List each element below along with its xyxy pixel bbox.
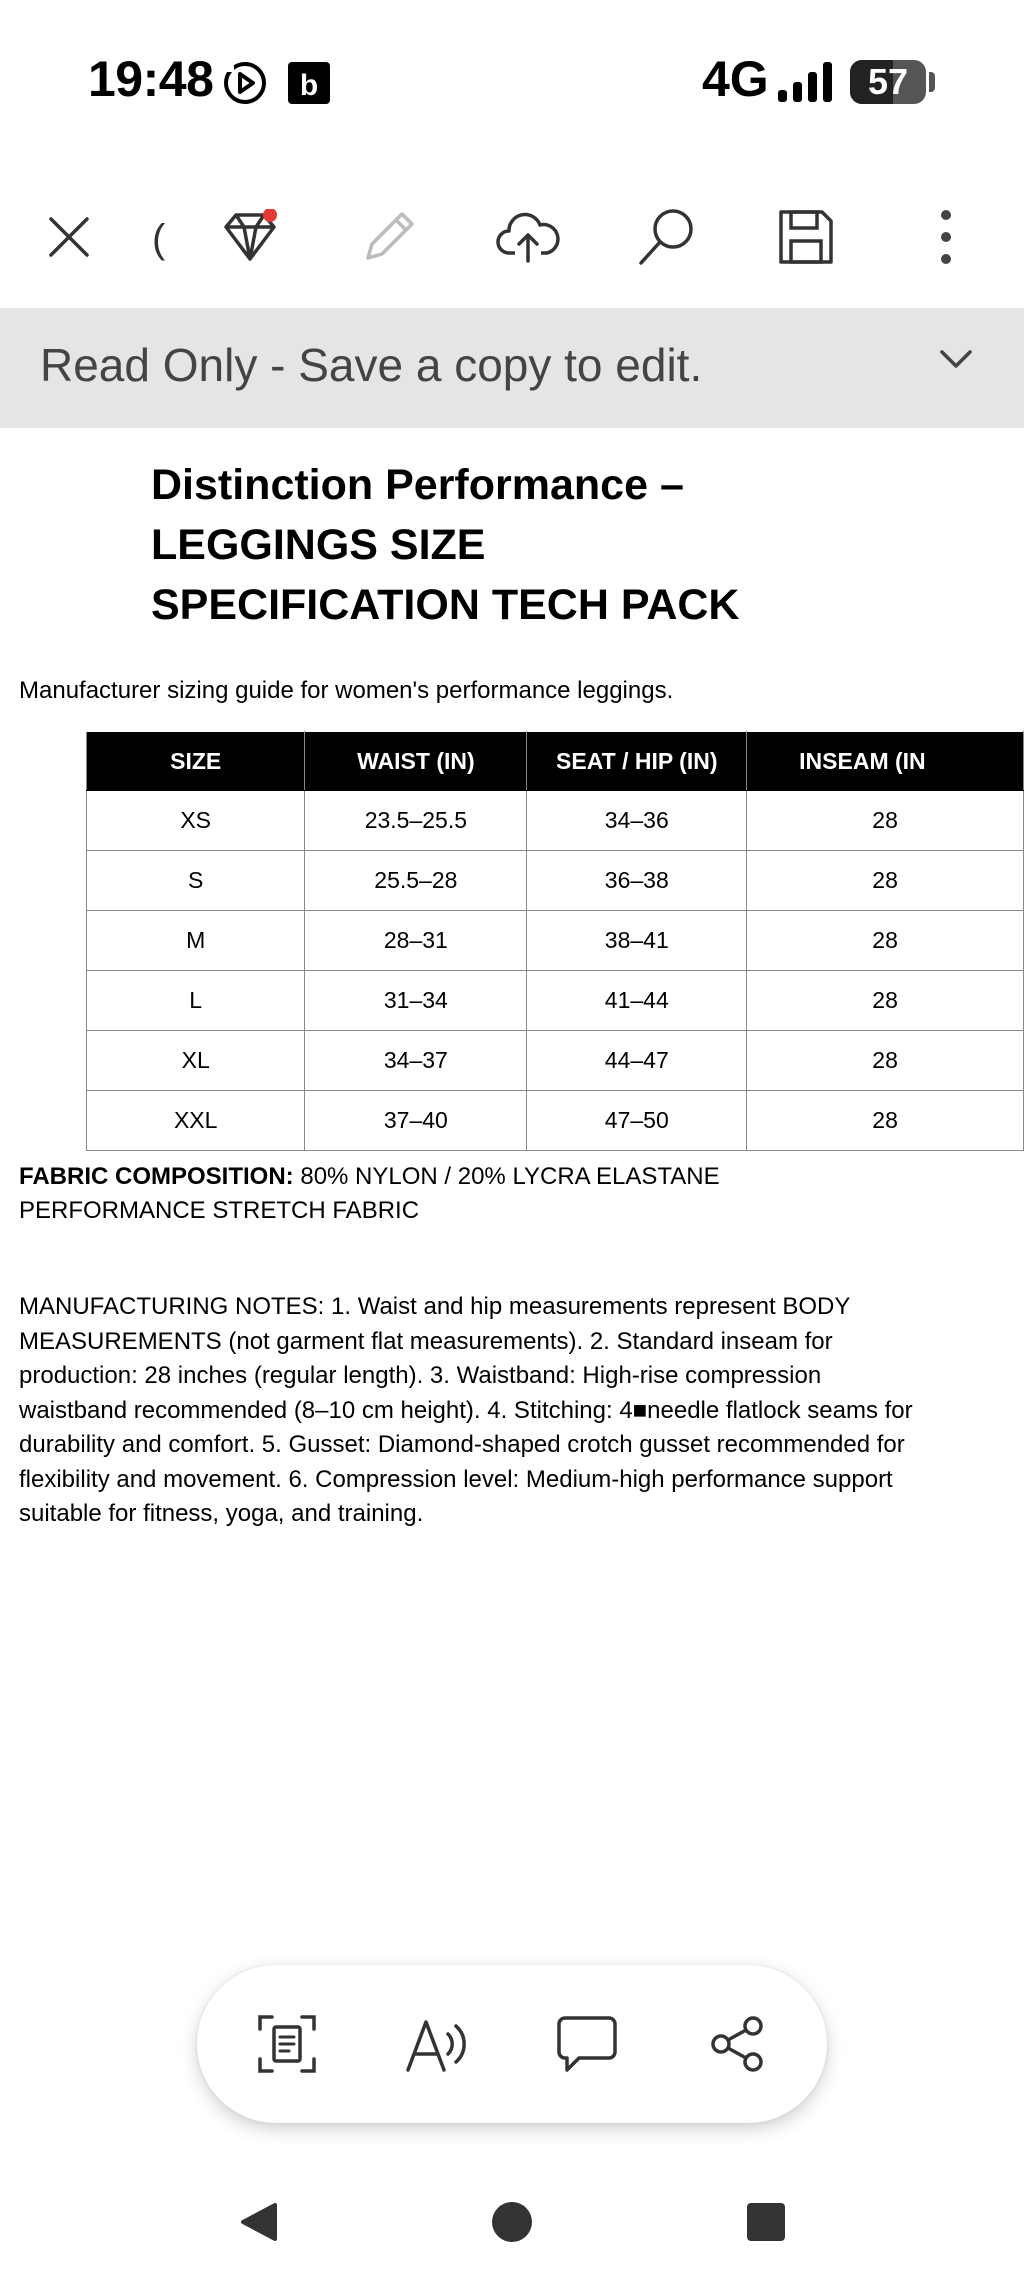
- size-table: [86, 731, 1024, 1151]
- table-row: [87, 911, 1024, 971]
- table-cell: 28: [747, 911, 1024, 971]
- battery-percent: 57: [867, 61, 909, 102]
- scan-button[interactable]: [247, 2004, 327, 2084]
- table-header-row: [87, 732, 1024, 791]
- table-cell: 28: [747, 971, 1024, 1031]
- fabric-value: 80% NYLON / 20% LYCRA ELASTANE PERFORMANCE STRETCH FABRIC: [19, 1163, 720, 1224]
- table-row: [87, 851, 1024, 911]
- fabric-label: FABRIC COMPOSITION:: [19, 1163, 294, 1190]
- table-cell: 36–38: [527, 851, 747, 911]
- document-subtitle: Manufacturer sizing guide for women's performance leggings.: [19, 677, 674, 704]
- table-cell: 37–40: [305, 1091, 527, 1151]
- column-header: INSEAM (IN: [747, 732, 1024, 791]
- title-line: Distinction Performance –: [151, 461, 684, 509]
- column-header: WAIST (IN): [305, 732, 527, 791]
- comment-button[interactable]: [547, 2004, 627, 2084]
- recents-icon: [746, 2202, 786, 2242]
- network-type: 4G: [702, 51, 769, 107]
- fabric-composition: [19, 1160, 779, 1228]
- table-cell: XL: [87, 1031, 305, 1091]
- table-cell: 31–34: [305, 971, 527, 1031]
- table-cell: 28: [747, 851, 1024, 911]
- table-cell: S: [87, 851, 305, 911]
- table-cell: XS: [87, 791, 305, 851]
- bottom-action-bar: [197, 1965, 827, 2123]
- table-cell: 23.5–25.5: [305, 791, 527, 851]
- column-header: SEAT / HIP (IN): [527, 732, 747, 791]
- manufacturing-notes: MANUFACTURING NOTES: 1. Waist and hip measurements represent BODY MEASUREMENTS (not garment flat measurements). 2. Standard inseam for production: 28 inches (regular length). 3. Waistband: High-rise compression waistband recommended (8–10 cm height). 4. Stitching: 4■needle flatlock seams for durability and comfort. 5. Gusset: Diamond-shaped crotch gusset recommended for flexibility and movement. 6. Compression level: Medium-high performance support suitable for fitness, yoga, and training.: [19, 1293, 913, 1527]
- comment-icon: [555, 2014, 619, 2074]
- table-cell: XXL: [87, 1091, 305, 1151]
- table-row: [87, 791, 1024, 851]
- table-row: [87, 1091, 1024, 1151]
- title-line: SPECIFICATION TECH PACK: [151, 581, 740, 629]
- table-cell: 28–31: [305, 911, 527, 971]
- read-aloud-icon: [404, 2014, 470, 2074]
- share-button[interactable]: [697, 2004, 777, 2084]
- status-time: 19:48: [88, 51, 214, 107]
- nav-recents-button[interactable]: [736, 2192, 796, 2252]
- table-cell: 38–41: [527, 911, 747, 971]
- table-row: [87, 971, 1024, 1031]
- table-cell: 28: [747, 1031, 1024, 1091]
- table-cell: 25.5–28: [305, 851, 527, 911]
- svg-text:b: b: [299, 69, 319, 102]
- table-cell: 41–44: [527, 971, 747, 1031]
- share-icon: [707, 2014, 767, 2074]
- table-cell: 34–36: [527, 791, 747, 851]
- read-only-text: Read Only - Save a copy to edit.: [40, 339, 703, 391]
- read-aloud-button[interactable]: [397, 2004, 477, 2084]
- back-icon: [235, 2199, 281, 2245]
- table-cell: 28: [747, 791, 1024, 851]
- table-cell: L: [87, 971, 305, 1031]
- table-cell: 34–37: [305, 1031, 527, 1091]
- nav-back-button[interactable]: [228, 2192, 288, 2252]
- table-cell: 28: [747, 1091, 1024, 1151]
- table-cell: 47–50: [527, 1091, 747, 1151]
- table-cell: M: [87, 911, 305, 971]
- table-cell: 44–47: [527, 1031, 747, 1091]
- column-header: SIZE: [87, 732, 305, 791]
- table-row: [87, 1031, 1024, 1091]
- home-icon: [490, 2200, 534, 2244]
- nav-home-button[interactable]: [482, 2192, 542, 2252]
- scan-document-icon: [256, 2013, 318, 2075]
- title-line: LEGGINGS SIZE: [151, 521, 486, 569]
- partial-glyph: (: [152, 217, 166, 261]
